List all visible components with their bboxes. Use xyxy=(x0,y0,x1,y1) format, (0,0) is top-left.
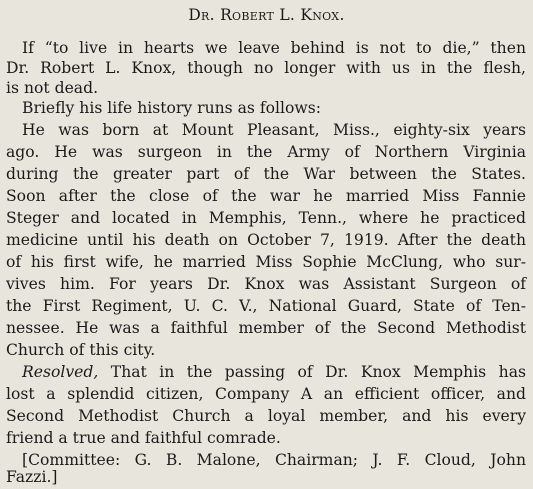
resolved-line xyxy=(22,362,526,382)
paragraph-line: If “to live in hearts we leave behind is not to die,” then xyxy=(22,39,526,57)
resolved-line: friend a true and faithful comrade. xyxy=(6,429,281,447)
paragraph-line: He was born at Mount Pleasant, Miss., eighty-six years xyxy=(22,121,526,139)
paragraph-line: vives him. For years Dr. Knox was Assistant Surgeon of xyxy=(6,275,526,293)
paragraph-line: of his first wife, he married Miss Sophie McClung, who sur- xyxy=(6,253,526,271)
paragraph-line: Steger and located in Memphis, Tenn., where he practiced xyxy=(6,209,526,227)
paragraph-line: Soon after the close of the war he married Miss Fannie xyxy=(6,187,526,205)
paragraph-line: medicine until his death on October 7, 1919. After the death xyxy=(6,231,526,249)
committee-line: [Committee: G. B. Malone, Chairman; J. F. Cloud, John xyxy=(22,451,526,469)
resolved-line: Second Methodist Church a loyal member, and his every xyxy=(6,407,526,425)
paragraph-line: Dr. Robert L. Knox, though no longer with us in the flesh, xyxy=(6,59,526,77)
paragraph-line: the First Regiment, U. C. V., National Guard, State of Ten- xyxy=(6,297,526,315)
article-title: Dr. Robert L. Knox. xyxy=(188,6,345,24)
paragraph-line: ago. He was surgeon in the Army of Northern Virginia xyxy=(6,143,526,161)
paragraph-line: is not dead. xyxy=(6,79,99,97)
paragraph-line: Church of this city. xyxy=(6,341,156,359)
resolved-line: lost a splendid citizen, Company A an efficient officer, and xyxy=(6,385,526,403)
committee-line: Fazzi.] xyxy=(6,468,58,486)
paragraph-line: Briefly his life history runs as follows: xyxy=(22,99,322,117)
resolved-text: That in the passing of Dr. Knox Memphis has xyxy=(98,363,526,381)
resolved-label: Resolved, xyxy=(22,363,99,381)
paragraph-line: during the greater part of the War between the States. xyxy=(6,165,526,183)
paragraph-line: nessee. He was a faithful member of the Second Methodist xyxy=(6,319,526,337)
